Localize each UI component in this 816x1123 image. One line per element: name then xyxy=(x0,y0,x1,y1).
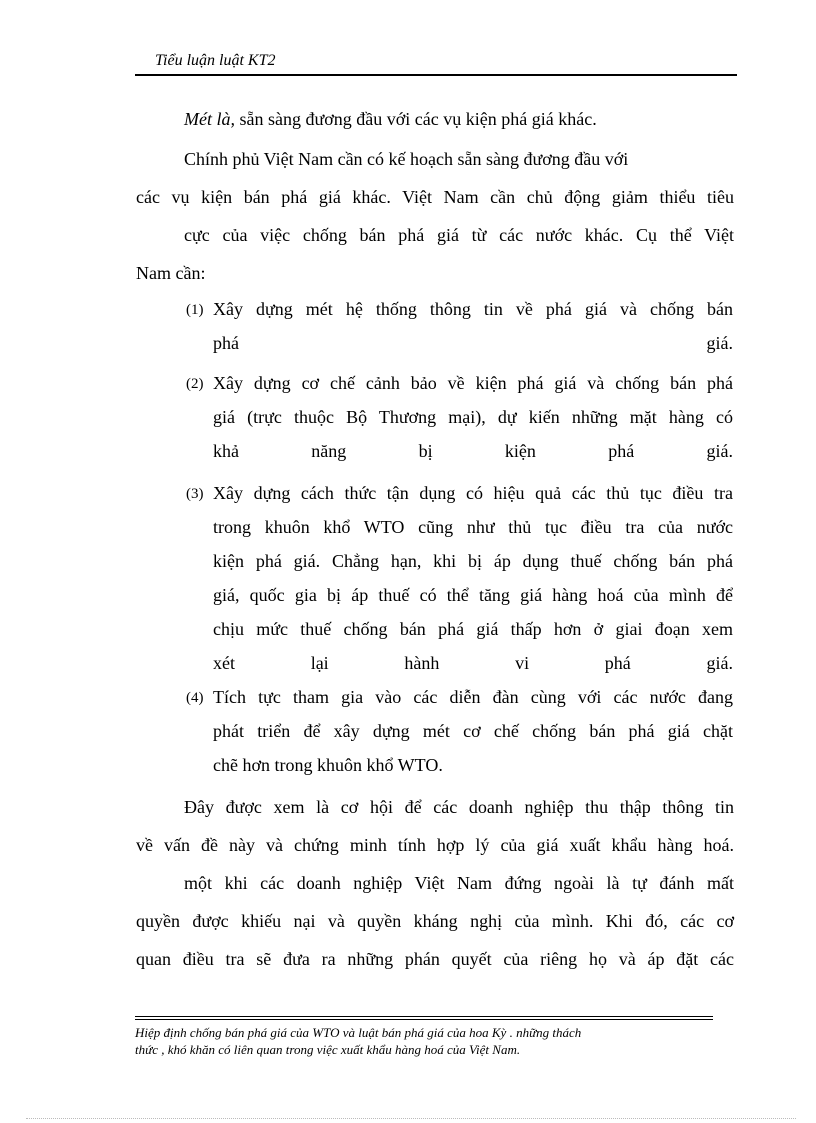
footer-line-1: Hiệp định chống bán phá giá của WTO và luật bán phá giá của hoa Kỳ . những thách xyxy=(135,1025,582,1040)
list-item-word: lại xyxy=(310,653,329,673)
list-item-line xyxy=(213,434,733,468)
page-header xyxy=(135,50,737,76)
list-item-number: (4) xyxy=(186,690,204,706)
list-item-word: giá. xyxy=(706,333,733,353)
paragraph-4 xyxy=(136,864,734,978)
intro-lead: Mét là, xyxy=(184,109,235,129)
list-item-line: chịu mức thuế chống bán phá giá thấp hơn ở giai đoạn xem xyxy=(213,619,733,639)
paragraph-1 xyxy=(136,140,734,216)
paragraph-4-line-3: quan điều tra sẽ đưa ra những phán quyết của riêng họ và áp đặt các xyxy=(136,949,734,969)
list-item-word: phá xyxy=(213,333,239,353)
list-item-text xyxy=(213,292,733,360)
list-item-number: (3) xyxy=(186,486,204,502)
list-item-text xyxy=(213,366,733,468)
paragraph-2-line-1: cực của việc chống bán phá giá từ các nước khác. Cụ thể Việt xyxy=(184,225,734,245)
header-title: Tiểu luận luật KT2 xyxy=(155,52,276,69)
list-item-word: xét xyxy=(213,653,235,673)
list-item-text xyxy=(213,680,733,782)
list-item-text xyxy=(213,476,733,680)
list-item-line: phát triển để xây dựng mét cơ chế chống bán phá giá chặt xyxy=(213,721,733,741)
list-item-number: (1) xyxy=(186,302,204,318)
page-footer xyxy=(135,1024,725,1058)
list-item-line: Xây dựng mét hệ thống thông tin về phá giá và chống bán xyxy=(213,299,733,319)
list-item-line xyxy=(213,326,733,360)
list-item-word: vi xyxy=(515,653,530,673)
list-item-number: (2) xyxy=(186,376,204,392)
paragraph-3-line-1: Đây được xem là cơ hội để các doanh nghiệp thu thập thông tin xyxy=(184,797,734,817)
list-item-line: Xây dựng cơ chế cảnh bảo về kiện phá giá và chống bán phá xyxy=(213,373,733,393)
list-item-line: trong khuôn khổ WTO cũng như thủ tục điều tra của nước xyxy=(213,517,733,537)
list-item-line: Xây dựng cách thức tận dụng có hiệu quả các thủ tục điều tra xyxy=(213,483,733,503)
paragraph-1-line-2: các vụ kiện bán phá giá khác. Việt Nam cần chủ động giảm thiểu tiêu xyxy=(136,187,734,207)
paragraph-1-line-1: Chính phủ Việt Nam cần có kế hoạch sẵn sàng đương đầu với xyxy=(184,149,629,169)
list-item-word: phá xyxy=(608,441,635,461)
list-item-word: bị xyxy=(418,441,433,461)
paragraph-4-line-2: quyền được khiếu nại và quyền kháng nghị của mình. Khi đó, các cơ xyxy=(136,911,734,931)
list-item-word: giá. xyxy=(706,441,733,461)
list-item-word: năng xyxy=(311,441,347,461)
list-item-line: chẽ hơn trong khuôn khổ WTO. xyxy=(213,755,443,775)
list-item-line: kiện phá giá. Chẳng hạn, khi bị áp dụng thuế chống bán phá xyxy=(213,551,733,571)
paragraph-2-line-2: Nam cần: xyxy=(136,263,206,283)
paragraph-3-line-2: về vấn đề này và chứng minh tính hợp lý của giá xuất khẩu hàng hoá. xyxy=(136,835,734,855)
list-item-line: giá (trực thuộc Bộ Thương mại), dự kiến những mặt hàng có xyxy=(213,407,733,427)
list-item-word: kiện xyxy=(504,441,536,461)
list-item-line: giá, quốc gia bị áp thuế có thể tăng giá hàng hoá của mình để xyxy=(213,585,733,605)
list-item-word: khả xyxy=(213,441,239,461)
intro-paragraph xyxy=(136,100,734,138)
paragraph-3 xyxy=(136,788,734,864)
intro-rest: sẵn sàng đương đầu với các vụ kiện phá giá khác. xyxy=(235,109,597,129)
list-item-line xyxy=(213,646,733,680)
list-item-line: Tích tực tham gia vào các diễn đàn cùng với các nước đang xyxy=(213,687,733,707)
footer-divider xyxy=(135,1016,713,1020)
page-edge-divider xyxy=(26,1118,796,1119)
list-item-word: giá. xyxy=(706,653,733,673)
list-item-word: hành xyxy=(404,653,440,673)
list-item-word: phá xyxy=(604,653,631,673)
footer-line-2: thức , khó khăn có liên quan trong việc xuất khẩu hàng hoá của Việt Nam. xyxy=(135,1042,521,1057)
paragraph-4-line-1: một khi các doanh nghiệp Việt Nam đứng ngoài là tự đánh mất xyxy=(184,873,734,893)
paragraph-2 xyxy=(136,216,734,292)
